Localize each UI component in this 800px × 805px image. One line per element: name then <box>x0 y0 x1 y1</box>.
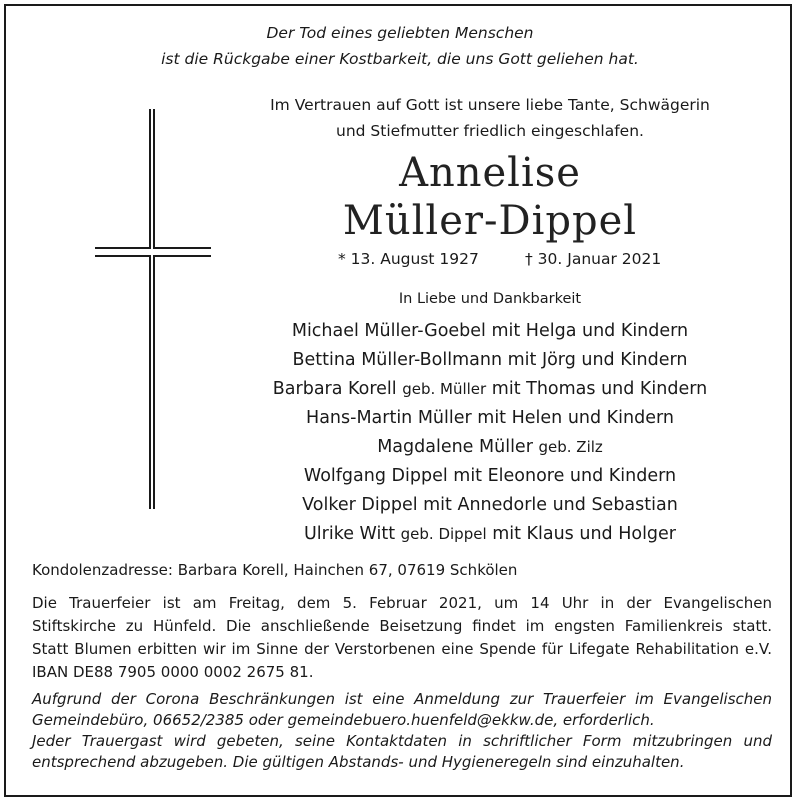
details-line: IBAN DE88 7905 0000 0002 2675 81. <box>32 663 314 681</box>
intro-line: und Stiefmutter friedlich eingeschlafen. <box>336 122 644 140</box>
cross-icon <box>149 109 155 509</box>
deceased-first-name: Annelise <box>399 150 581 196</box>
mourner-item <box>180 375 800 404</box>
death-date: † 30. Januar 2021 <box>525 250 662 268</box>
mourner-item <box>180 462 800 491</box>
condolence-address: Kondolenzadresse: Barbara Korell, Hainchen 67, 07619 Schkölen <box>32 561 518 579</box>
intro-text <box>180 92 800 144</box>
quote-line: ist die Rückgabe einer Kostbarkeit, die uns Gott geliehen hat. <box>161 50 639 68</box>
mourner-name: Hans-Martin Müller mit Helen und Kindern <box>306 408 674 428</box>
mourner-family: mit Thomas und Kindern <box>491 379 708 399</box>
details-line: Stiftskirche zu Hünfeld. Die anschließende Beisetzung findet im engsten Familienkreis statt. <box>32 617 772 635</box>
mourner-family: mit Klaus und Holger <box>492 524 677 544</box>
mourner-name: Michael Müller-Goebel mit Helga und Kindern <box>291 321 689 341</box>
mourner-name: Ulrike Witt <box>303 524 396 544</box>
corona-notice <box>32 689 772 773</box>
mourner-name: Bettina Müller-Bollmann mit Jörg und Kindern <box>292 350 688 370</box>
mourner-maiden-name: geb. Dippel <box>400 525 487 543</box>
mourner-name: Barbara Korell <box>272 379 397 399</box>
mourner-item <box>180 404 800 433</box>
mourner-list <box>180 317 800 549</box>
cross-center <box>151 247 153 257</box>
funeral-details <box>32 592 772 684</box>
mourner-item <box>180 433 800 462</box>
mourner-maiden-name: geb. Müller <box>402 380 487 398</box>
mourner-maiden-name: geb. Zilz <box>538 438 603 456</box>
mourner-item <box>180 520 800 549</box>
mourner-item <box>180 491 800 520</box>
intro-line: Im Vertrauen auf Gott ist unsere liebe Tante, Schwägerin <box>270 96 710 114</box>
quote-line: Der Tod eines geliebten Menschen <box>266 24 534 42</box>
details-line: Die Trauerfeier ist am Freitag, dem 5. Februar 2021, um 14 Uhr in der Evangelischen <box>32 594 772 612</box>
memorial-quote <box>0 20 800 72</box>
dank-line: In Liebe und Dankbarkeit <box>398 291 582 307</box>
details-line: Statt Blumen erbitten wir im Sinne der Verstorbenen eine Spende für Lifegate Rehabilitation e.V. <box>32 640 772 658</box>
mourner-name: Wolfgang Dippel mit Eleonore und Kindern <box>303 466 677 486</box>
corona-line: Aufgrund der Corona Beschränkungen ist eine Anmeldung zur Trauerfeier im Evangelischen <box>32 690 772 708</box>
mourner-item <box>180 346 800 375</box>
cross-beam <box>95 247 211 257</box>
corona-line: Gemeindebüro, 06652/2385 oder gemeindebuero.huenfeld@ekkw.de, erforderlich. <box>32 711 655 729</box>
mourner-item <box>180 317 800 346</box>
deceased-last-name: Müller-Dippel <box>342 198 638 244</box>
birth-date: * 13. August 1927 <box>338 250 479 268</box>
mourner-name: Magdalene Müller <box>377 437 533 457</box>
corona-line: Jeder Trauergast wird gebeten, seine Kontaktdaten in schriftlicher Form mitzubringen und <box>32 732 772 750</box>
mourner-name: Volker Dippel mit Annedorle und Sebastian <box>302 495 678 515</box>
corona-line: entsprechend abzugeben. Die gültigen Abstands- und Hygieneregeln sind einzuhalten. <box>32 753 685 771</box>
